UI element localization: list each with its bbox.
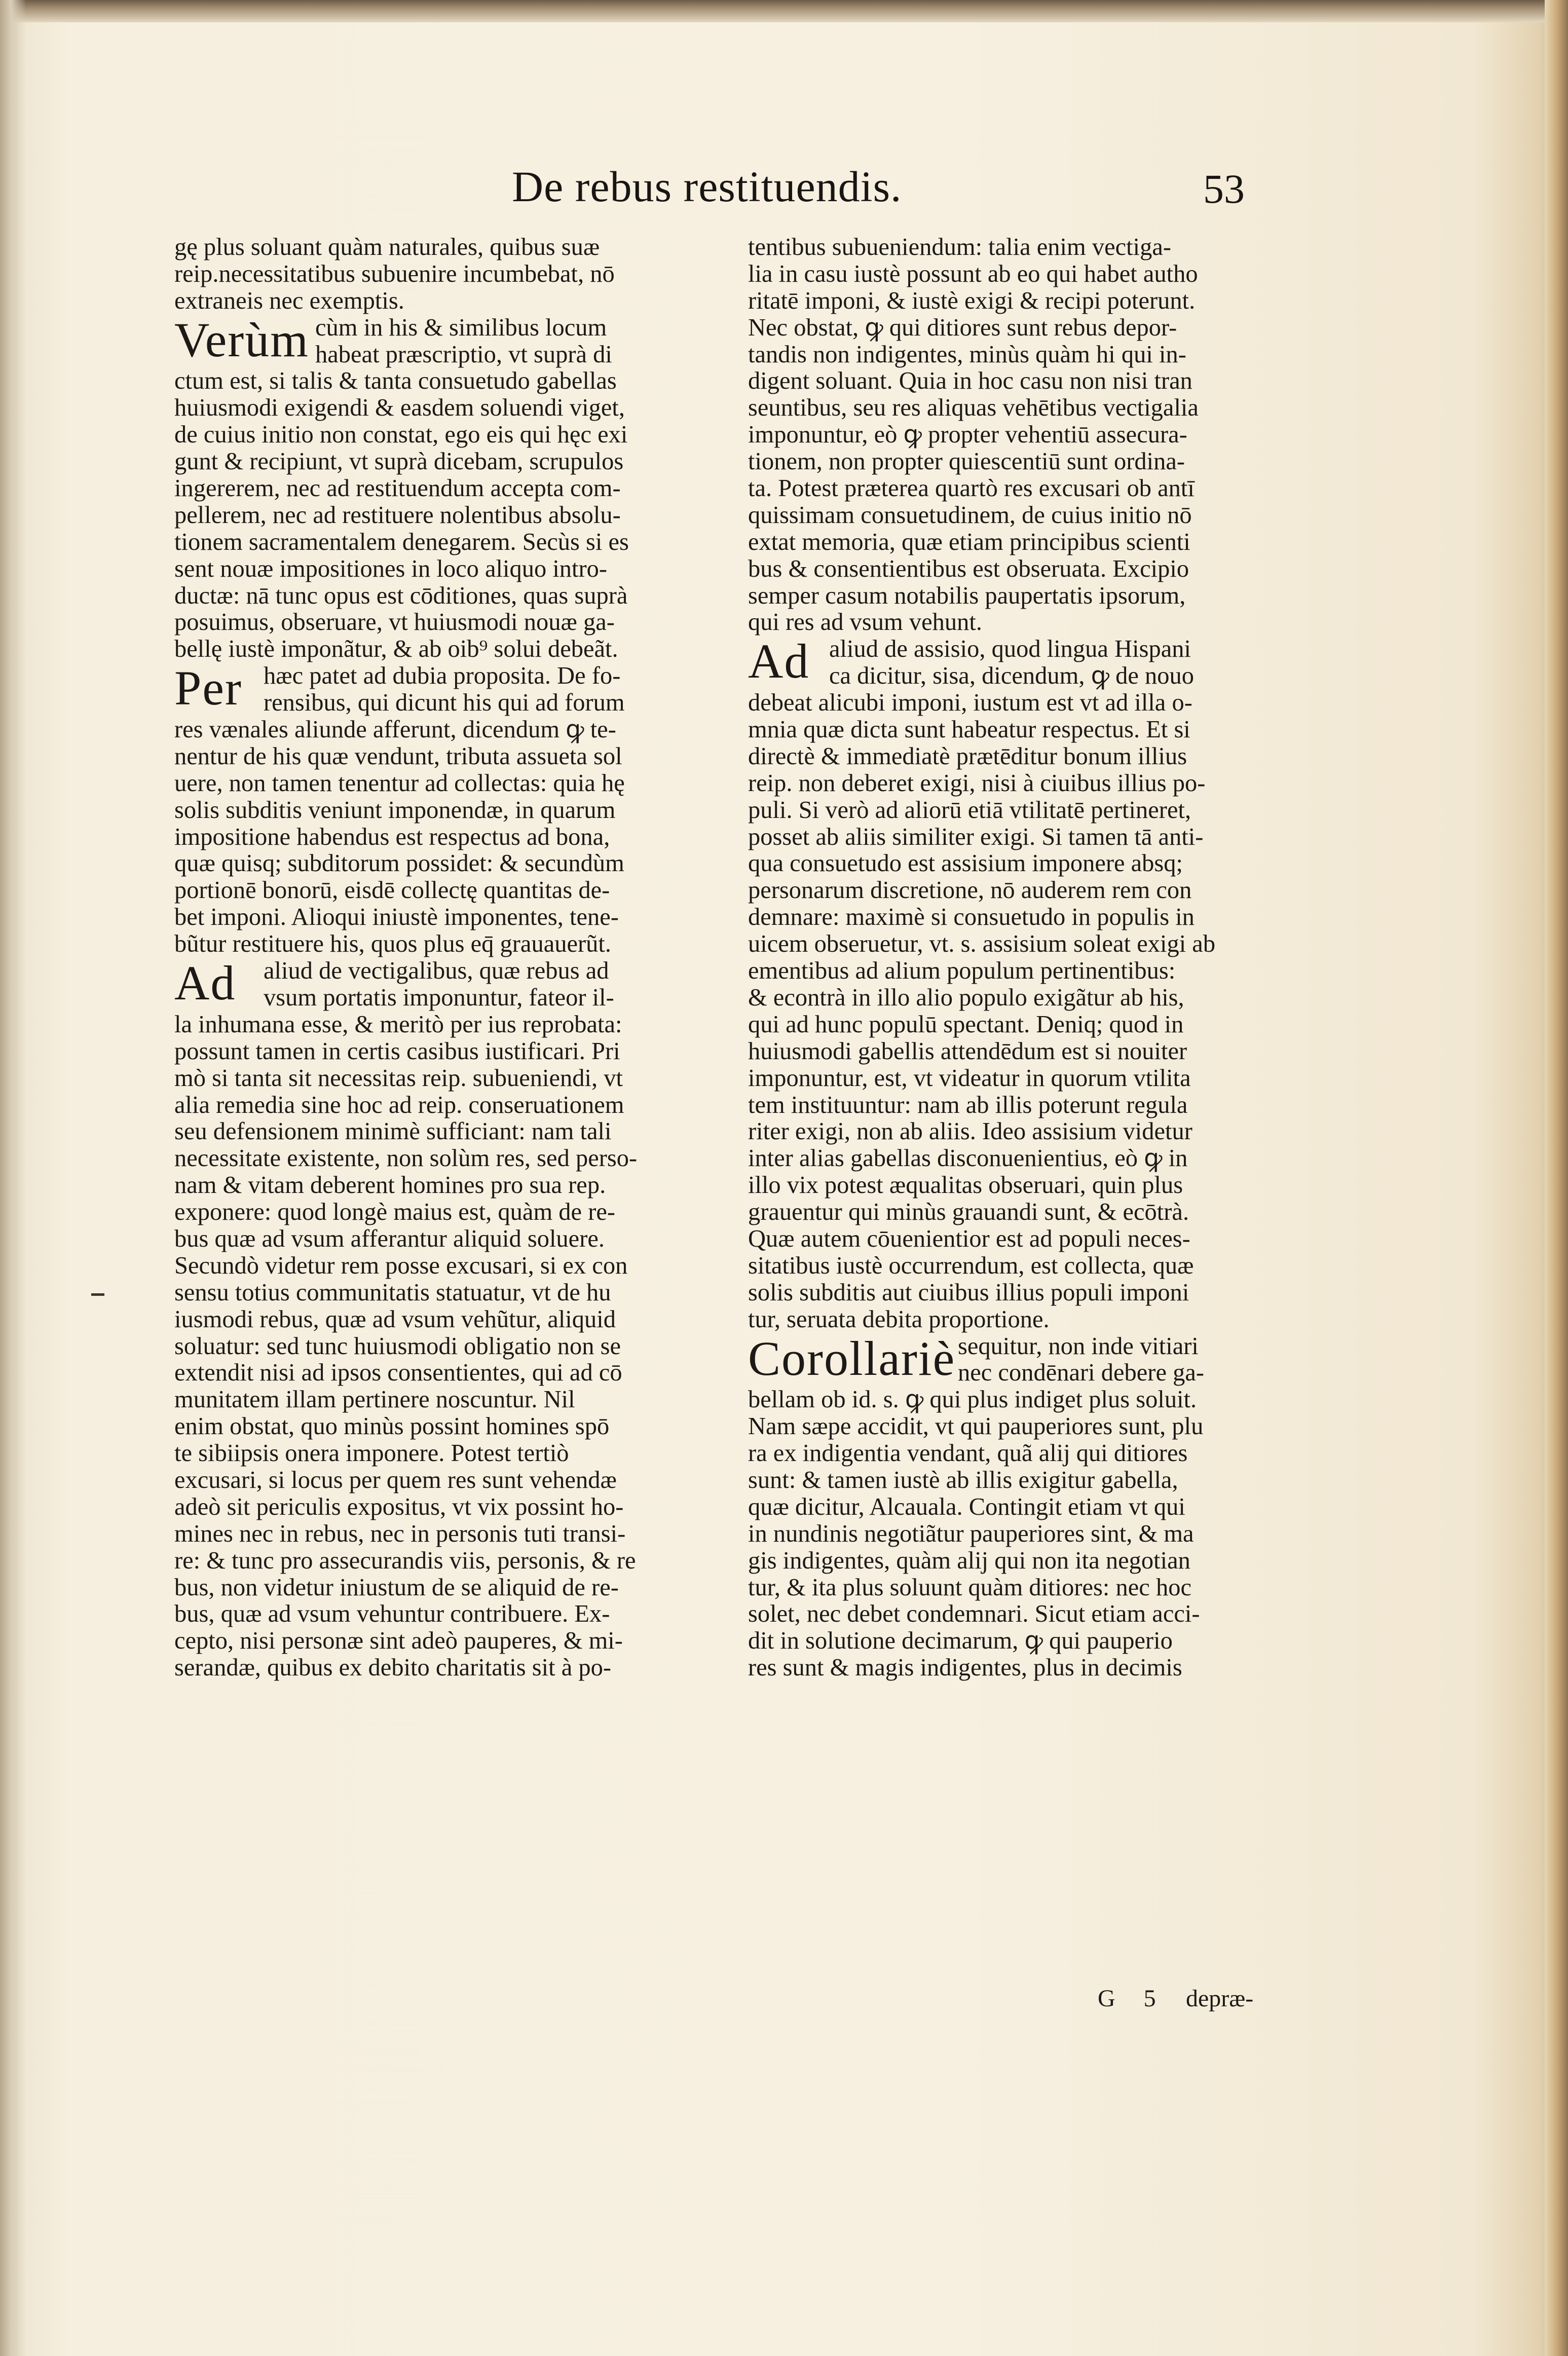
text-line: ritatē imponi, & iustè exigi & recipi poterunt. [748,287,1196,314]
text-line: munitatem illam pertinere noscuntur. Nil [174,1387,575,1413]
indented-line: hæc patet ad dubia proposita. De fo- [264,663,621,690]
text-line: tur, & ita plus soluunt quàm ditiores: nec hoc [748,1574,1191,1601]
text-line: serandæ, quibus ex debito charitatis sit à po- [174,1655,612,1681]
indented-line: rensibus, qui dicunt his qui ad forum [264,690,625,717]
text-line: solis subditis aut ciuibus illius populi imponi [748,1279,1189,1306]
initial-word: Per [174,661,242,716]
text-line: huiusmodi gabellis attendēdum est si nouiter [748,1038,1187,1065]
text-line: cepto, nisi personæ sint adeò pauperes, & mi- [174,1628,623,1655]
indented-line: aliud de assisio, quod lingua Hispani [829,636,1191,663]
text-line: solet, nec debet condemnari. Sicut etiam acci- [748,1601,1200,1628]
text-line: sunt: & tamen iustè ab illis exigitur gabella, [748,1467,1178,1493]
text-line: res sunt & magis indigentes, plus in decimis [748,1655,1182,1681]
text-line: puli. Si verò ad aliorū etiā vtilitatē pertineret, [748,797,1191,824]
paragraph-ad-assisio [748,636,1276,1333]
right-column [748,234,1276,1681]
text-line: sitatibus iustè occurrendum, est collecta, quæ [748,1252,1194,1279]
text-line: re: & tunc pro assecurandis viis, personis, & re [174,1547,636,1574]
text-line: illo vix potest æqualitas obseruari, quin plus [748,1172,1183,1199]
text-line: la inhumana esse, & meritò per ius reprobata: [174,1011,622,1038]
text-line: posset ab aliis similiter exigi. Si tamen tā anti- [748,824,1204,850]
text-line: sensu totius communitatis statuatur, vt de hu [174,1279,611,1306]
text-line: iusmodi rebus, quæ ad vsum vehũtur, aliquid [174,1306,616,1333]
continuation-text [174,234,712,315]
text-line: inter alias gabellas disconuenientius, eò ꝙ in [748,1145,1188,1172]
text-line: huiusmodi exigendi & easdem soluendi viget, [174,395,625,422]
indented-line: ca dicitur, sisa, dicendum, ꝙ de nouo [829,663,1194,690]
text-line: ingererem, nec ad restituendum accepta com- [174,475,621,502]
text-line: demnare: maximè si consuetudo in populis in [748,904,1194,931]
text-line: personarum discretione, nō auderem rem con [748,877,1192,904]
signature-mark: G 5 [1098,1985,1167,2012]
text-line: bus & consentientibus est obseruata. Excipio [748,555,1189,582]
text-line: uicem obseruetur, vt. s. assisium soleat exigi ab [748,931,1216,958]
text-line: tionem sacramentalem denegarem. Secùs si es [174,529,629,555]
text-line: nam & vitam deberent homines pro sua rep. [174,1172,606,1199]
text-line: Quæ autem cōuenientior est ad populi neces- [748,1225,1190,1252]
text-line: Nec obstat, ꝙ qui ditiores sunt rebus depor- [748,314,1177,341]
text-line: ta. Potest præterea quartò res excusari ob antī [748,475,1194,502]
text-line: lia in casu iustè possunt ab eo qui habet autho [748,260,1198,287]
text-line: solis subditis veniunt imponendæ, in quarum [174,797,616,824]
text-line: extat memoria, quæ etiam principibus scienti [748,529,1190,555]
page-top-edge [0,0,1568,22]
text-line: seuntibus, seu res aliquas vehētibus vectigalia [748,395,1199,422]
gutter-shadow [0,0,26,2356]
text-line: dit in solutione decimarum, ꝙ qui pauperio [748,1628,1173,1655]
text-line: directè & immediatè prætēditur bonum illius [748,743,1187,770]
text-line: soluatur: sed tunc huiusmodi obligatio non se [174,1333,621,1360]
text-line: qui res ad vsum vehunt. [748,609,983,636]
text-line: bus, quæ ad vsum vehuntur contribuere. Ex- [174,1601,610,1628]
folio-number: 53 [1203,166,1245,212]
paragraph-corollarie [748,1333,1276,1682]
text-line: impositione habendus est respectus ad bona, [174,824,610,850]
text-line: ductæ: nā tunc opus est cōditiones, quas suprà [174,582,628,609]
indented-line: sequitur, non inde vitiari [958,1333,1199,1360]
text-line: imponuntur, eò ꝙ propter vehentiū assecura- [748,422,1187,448]
text-line: ctum est, si talis & tanta consuetudo gabellas [174,368,617,395]
text-line: portionē bonorū, eisdē collectę quantitas de- [174,877,610,904]
paragraph-verum [174,312,712,663]
text-line: tionem, non propter quiescentiū sunt ordina- [748,448,1185,475]
text-line: grauentur qui minùs grauandi sunt, & ecōtrà. [748,1199,1189,1226]
text-line: bet imponi. Alioqui iniustè imponentes, tene- [174,904,619,931]
text-line: & econtrà in illo alio populo exigãtur ab his, [748,984,1184,1011]
text-line: ra ex indigentia vendant, quã alij qui ditiores [748,1440,1188,1467]
left-column [174,234,712,1681]
text-line: extendit nisi ad ipsos consentientes, qui ad cō [174,1360,622,1387]
text-line: seu defensionem minimè sufficiant: nam tali [174,1118,612,1145]
text-line: tur, seruata debita proportione. [748,1306,1050,1333]
text-line: imponuntur, est, vt videatur in quorum vtilita [748,1065,1191,1092]
text-line: posuimus, obseruare, vt huiusmodi nouæ ga- [174,609,615,636]
catchword: depræ- [1186,1985,1254,2012]
initial-word: Ad [748,634,810,689]
text-line: possunt tamen in certis casibus iustificari. Pri [174,1038,620,1065]
text-line: reip. non deberet exigi, nisi à ciuibus illius po- [748,770,1206,797]
text-line: exponere: quod longè maius est, quàm de re- [174,1199,616,1226]
text-line: bus quæ ad vsum afferantur aliquid soluere. [174,1225,605,1252]
margin-mark [91,1293,104,1296]
initial-word: Corollariè [748,1331,956,1386]
text-line: mnia quæ dicta sunt habeatur respectus. Et si [748,717,1190,743]
text-line: mines nec in rebus, nec in personis tuti transi- [174,1520,626,1547]
text-line: necessitate existente, non solùm res, sed perso- [174,1145,638,1172]
text-line: in nundinis negotiãtur pauperiores sint, & ma [748,1520,1194,1547]
text-line: tandis non indigentes, minùs quàm hi qui in- [748,341,1186,368]
text-line: adeò sit periculis expositus, vt vix possint ho- [174,1493,624,1520]
text-line: bellę iustè imponãtur, & ab oib⁹ solui debeãt. [174,636,618,663]
text-line: Nam sæpe accidit, vt qui pauperiores sunt, plu [748,1413,1204,1440]
text-line: riter exigi, non ab aliis. Ideo assisium videtur [748,1118,1192,1145]
indented-line: aliud de vectigalibus, quæ rebus ad [264,958,609,985]
text-line: pellerem, nec ad restituere nolentibus absolu- [174,502,621,529]
text-line: quissimam consuetudinem, de cuius initio nō [748,502,1192,529]
text-line: qua consuetudo est assisium imponere absq; [748,850,1183,877]
text-line: gis indigentes, quàm alij qui non ita negotian [748,1547,1190,1574]
text-line: qui ad hunc populū spectant. Deniq; quod in [748,1011,1184,1038]
text-line: te sibiipsis onera imponere. Potest tertiò [174,1440,569,1467]
text-line: enim obstat, quo minùs possint homines spō [174,1413,610,1440]
text-line: mò si tanta sit necessitas reip. subueniendi, vt [174,1065,623,1092]
text-line: quæ quisq; subditorum possidet: & secundùm [174,850,624,877]
paragraph-ad-vectigalibus [174,958,712,1681]
indented-line: cùm in his & similibus locum [315,314,607,341]
text-line: bũtur restituere his, quos plus eq̄ grauauerũt. [174,931,612,958]
text-line: reip.necessitatibus subuenire incumbebat, nō [174,260,615,287]
indented-line: habeat præscriptio, vt suprà di [315,341,612,368]
text-line: extraneis nec exemptis. [174,287,404,314]
text-line: de cuius initio non constat, ego eis qui hęc exi [174,422,628,448]
continuation-text [748,234,1276,636]
text-line: tentibus subueniendum: talia enim vectiga- [748,234,1172,260]
text-line: uere, non tamen tenentur ad collectas: quia hę [174,770,625,797]
text-line: bellam ob id. s. ꝙ qui plus indiget plus soluit. [748,1387,1197,1413]
page-fore-edge [1545,0,1568,2356]
initial-word: Ad [174,956,236,1011]
text-line: sent nouæ impositiones in loco aliquo intro- [174,555,608,582]
text-line: gunt & recipiunt, vt suprà dicebam, scrupulos [174,448,624,475]
text-line: excusari, si locus per quem res sunt vehendæ [174,1467,617,1493]
text-line: tem instituuntur: nam ab illis poterunt regula [748,1092,1188,1118]
text-line: res vænales aliunde afferunt, dicendum ꝙ te- [174,717,616,743]
text-line: alia remedia sine hoc ad reip. conseruationem [174,1092,624,1118]
text-line: bus, non videtur iniustum de se aliquid de re- [174,1574,619,1601]
running-head: De rebus restituendis. [512,162,902,211]
text-line: gę plus soluant quàm naturales, quibus suæ [174,234,600,260]
text-line: debeat alicubi imponi, iustum est vt ad illa o- [748,690,1192,717]
text-line: Secundò videtur rem posse excusari, si ex con [174,1252,628,1279]
text-line: semper casum notabilis paupertatis ipsorum, [748,582,1186,609]
indented-line: vsum portatis imponuntur, fateor il- [264,984,614,1011]
text-line: nentur de his quæ vendunt, tributa assueta sol [174,743,622,770]
initial-word: Verùm [174,312,309,367]
text-line: ementibus ad alium populum pertinentibus: [748,958,1176,985]
text-line: digent soluant. Quia in hoc casu non nisi tran [748,368,1192,395]
paragraph-per [174,663,712,958]
indented-line: nec condēnari debere ga- [958,1360,1205,1387]
text-line: quæ dicitur, Alcauala. Contingit etiam vt qui [748,1493,1185,1520]
